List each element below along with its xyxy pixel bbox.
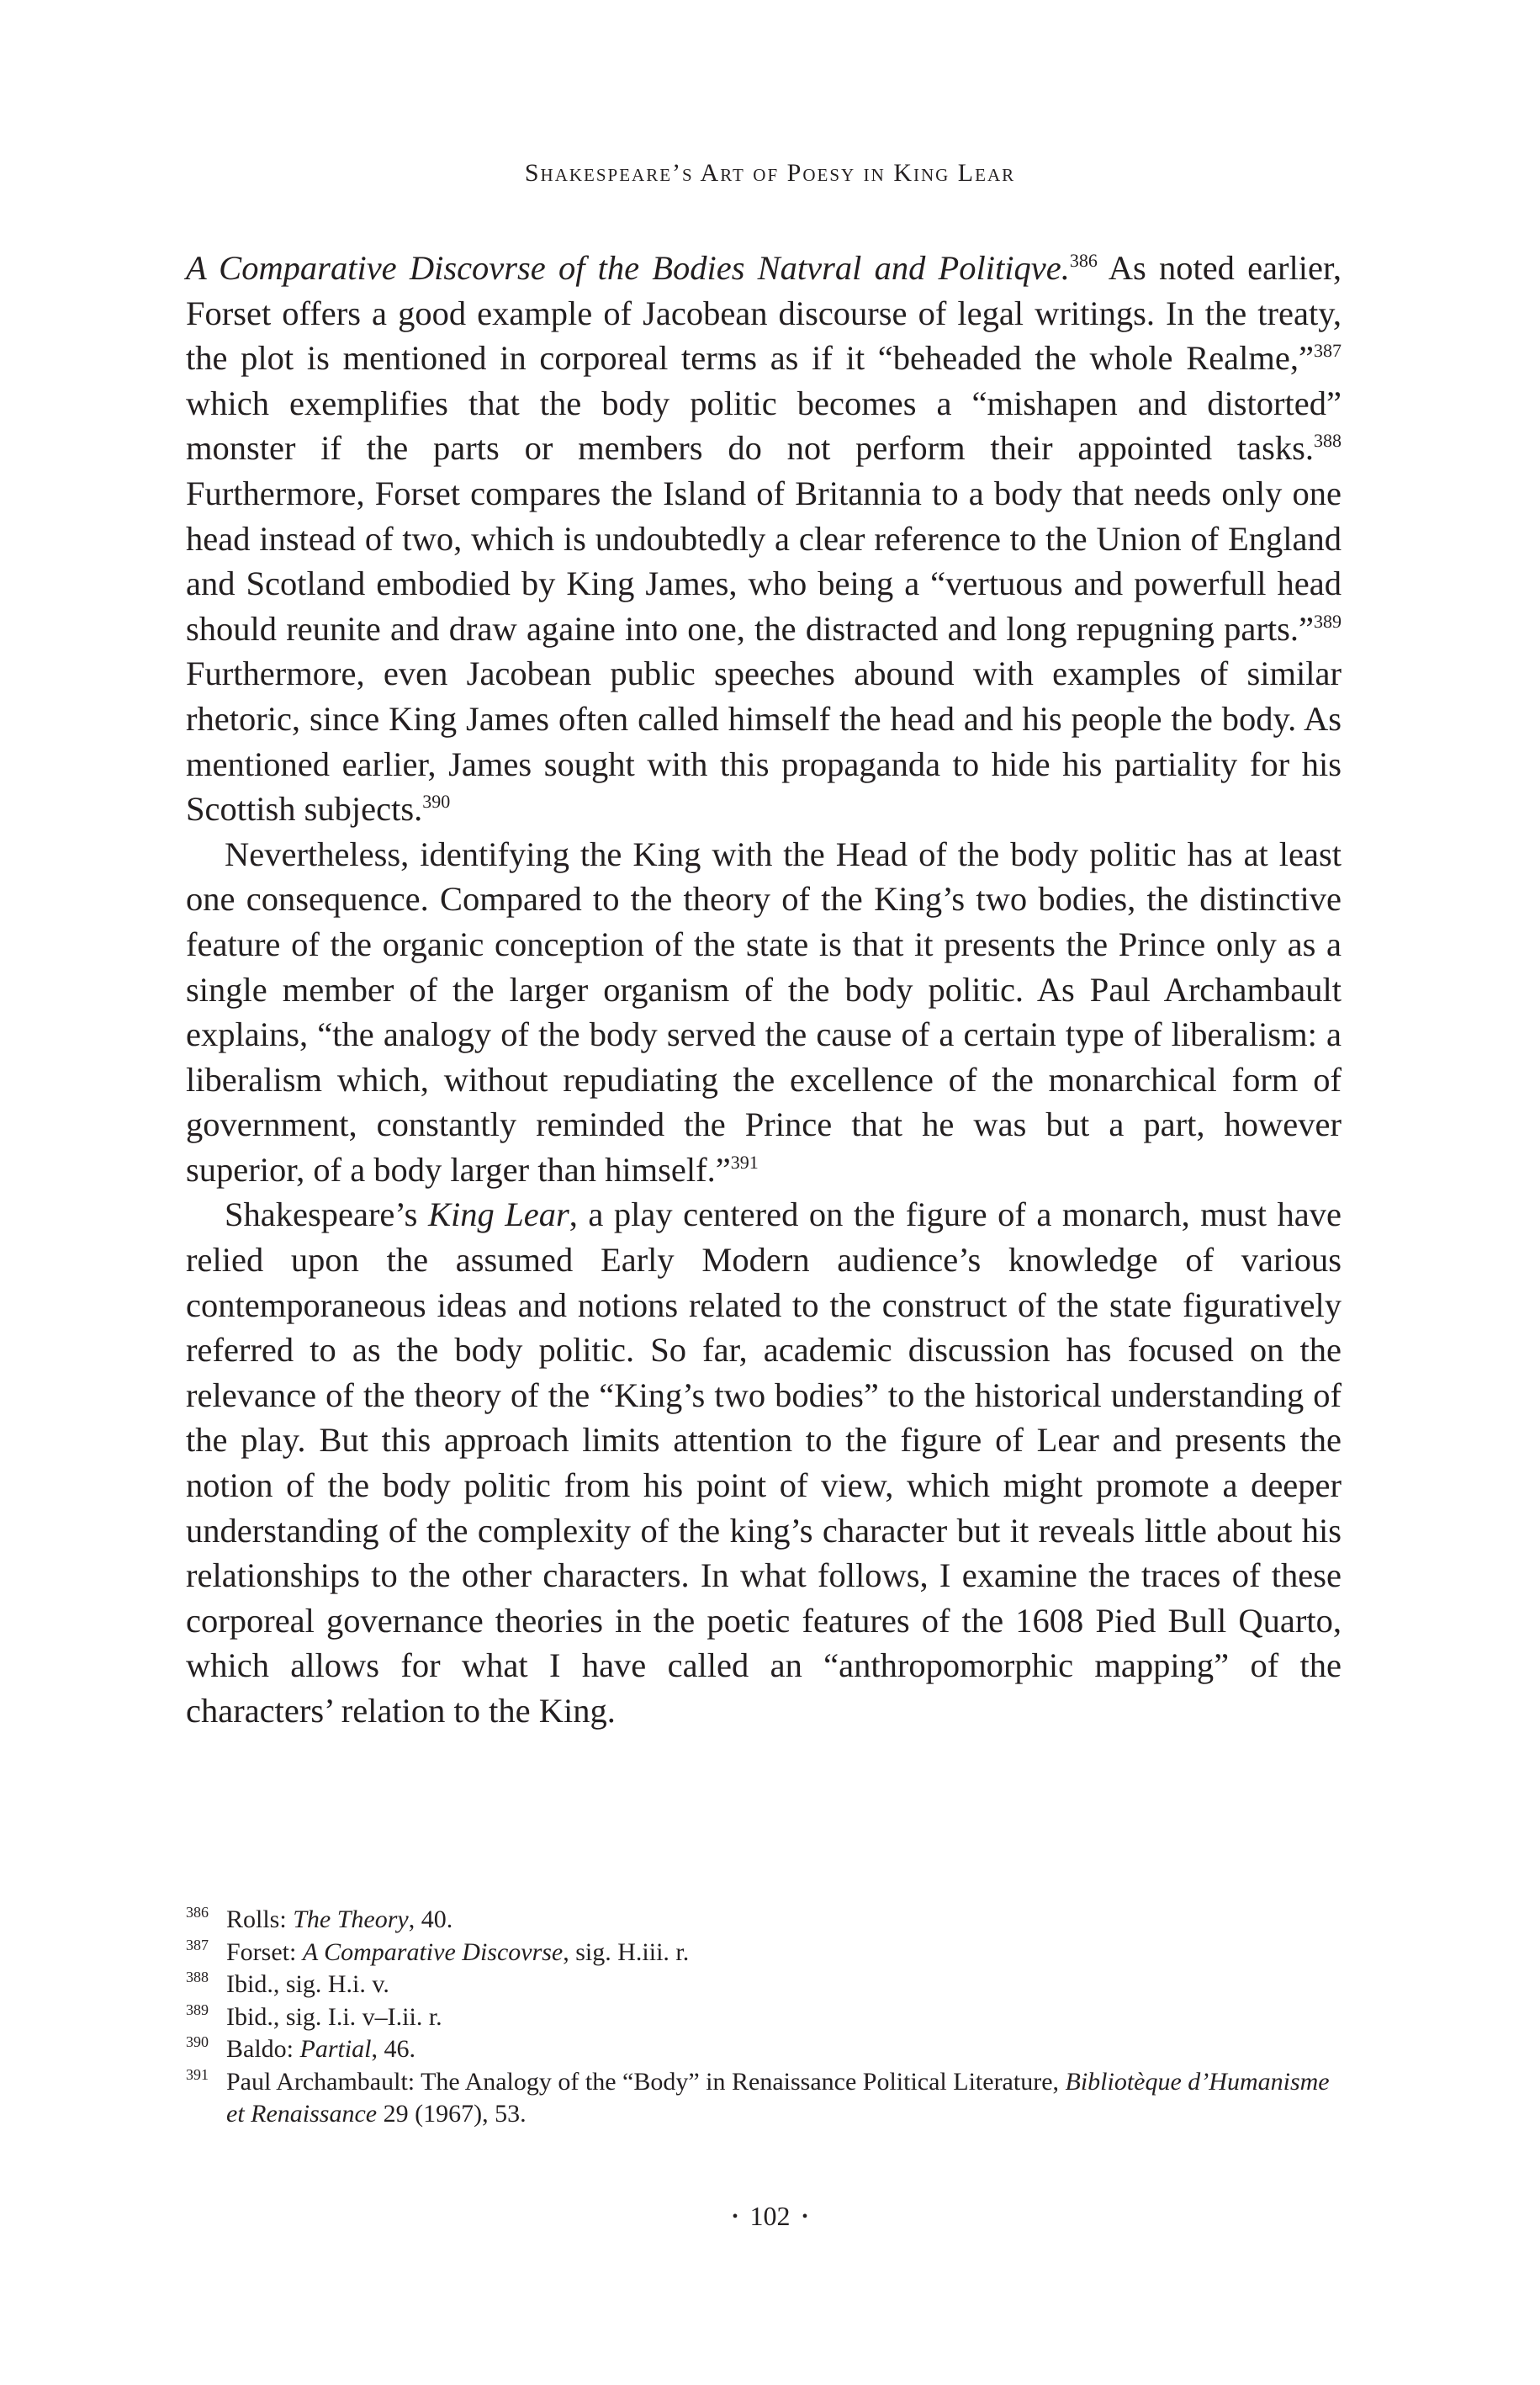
paragraph bbox=[186, 246, 1342, 832]
footnote bbox=[186, 2001, 1342, 2034]
footnote bbox=[186, 1904, 1342, 1937]
footnote-number: 391 bbox=[186, 2065, 209, 2083]
footnote-ref: 390 bbox=[422, 791, 451, 813]
folio-bullet-left: • bbox=[732, 2207, 738, 2226]
footnote-ref: 386 bbox=[1069, 250, 1098, 271]
footnote-ref: 387 bbox=[1314, 340, 1342, 362]
footnote-number: 390 bbox=[186, 2033, 209, 2050]
italic-text: A Comparative Discovrse bbox=[302, 1937, 564, 1966]
text-run: Ibid., sig. I.i. v–I.ii. r. bbox=[226, 2002, 442, 2031]
text-run: Furthermore, even Jacobean public speeches abound with examples of similar rhetoric, since King James often called himself the head and his people the body. As mentioned earlier, James sought with this propaganda to hide his partiality for his Scottish subjects. bbox=[186, 655, 1342, 829]
text-run: , 40. bbox=[408, 1905, 453, 1933]
text-run: Forset: bbox=[226, 1937, 303, 1966]
paragraph bbox=[186, 832, 1342, 1193]
footnote-ref: 389 bbox=[1314, 610, 1342, 632]
text-run: , sig. H.iii. r. bbox=[563, 1937, 690, 1966]
text-run: , a play centered on the figure of a monarch, must have relied upon the assumed Early Modern audience’s knowledge of various contemporaneous ideas and notions related to the construct of the state figuratively referred to as the body politic. So far, academic discussion has focused on the relevance of the theory of the “King’s two bodies” to the historical understanding of the play. But this approach limits attention to the figure of Lear and presents the notion of the body politic from his point of view, which might promote a deeper understanding of the complexity of the king’s character but it reveals little about his relationships to the other characters. In what follows, I examine the traces of these corporeal governance theories in the poetic features of the 1608 Pied Bull Quarto, which allows for what I have called an “anthropomorphic mapping” of the characters’ relation to the King. bbox=[186, 1195, 1342, 1730]
text-run: , 46. bbox=[371, 2035, 416, 2063]
text-run: which exemplifies that the body politic becomes a “mishapen and distorted” monster if the parts or members do not perform their appointed tasks. bbox=[186, 384, 1342, 468]
italic-text: A Comparative Discovrse of the Bodies Natvral and Politiqve. bbox=[186, 249, 1070, 287]
text-run: Shakespeare’s bbox=[225, 1195, 428, 1234]
italic-text: Bibliotèque d’Humanisme et Renaissance bbox=[226, 2067, 1330, 2128]
paragraph bbox=[186, 1192, 1342, 1733]
footnote-ref: 388 bbox=[1314, 430, 1342, 452]
text-run: 29 (1967), 53. bbox=[377, 2100, 527, 2128]
footnote-number: 387 bbox=[186, 1936, 209, 1953]
italic-text: The Theory bbox=[293, 1905, 409, 1933]
body-text bbox=[186, 246, 1342, 1734]
footnote-number: 386 bbox=[186, 1904, 209, 1921]
footnote bbox=[186, 1969, 1342, 2001]
italic-text: King Lear bbox=[427, 1195, 569, 1234]
text-run: As noted earlier, Forset offers a good example of Jacobean discourse of legal writings. In the treaty, the plot is mentioned in corporeal terms as if it “beheaded the whole Realme,” bbox=[186, 249, 1342, 378]
text-run: Rolls: bbox=[226, 1905, 294, 1933]
footnote-number: 389 bbox=[186, 2001, 209, 2018]
text-run: Baldo: bbox=[226, 2035, 300, 2063]
footnote bbox=[186, 2033, 1342, 2066]
footnote-ref: 391 bbox=[730, 1151, 759, 1173]
text-run: Ibid., sig. H.i. v. bbox=[226, 1970, 389, 1998]
footnote bbox=[186, 2066, 1342, 2131]
text-run: Furthermore, Forset compares the Island of Britannia to a body that needs only one head instead of two, which is undoubtedly a clear reference to the Union of England and Scotland embodied by King James, who being a “vertuous and powerfull head should reunite and draw againe into one, the distracted and long repugning parts.” bbox=[186, 474, 1342, 648]
page-number: 102 bbox=[749, 2201, 791, 2231]
folio-bullet-right: • bbox=[802, 2207, 808, 2226]
footnote bbox=[186, 1937, 1342, 1969]
text-run: Paul Archambault: The Analogy of the “Body” in Renaissance Political Literature, bbox=[226, 2067, 1066, 2096]
page-folio bbox=[0, 2199, 1540, 2237]
footnote-number: 388 bbox=[186, 1969, 209, 1985]
text-run: Nevertheless, identifying the King with the Head of the body politic has at least one consequence. Compared to the theory of the King’s two bodies, the distinctive feature of the organic conception of the state is that it presents the Prince only as a single member of the larger organism of the body politic. As Paul Archambault explains, “the analogy of the body served the cause of a certain type of liberalism: a liberalism which, without repudiating the excellence of the monarchical form of government, constantly reminded the Prince that he was but a part, however superior, of a body larger than himself.” bbox=[186, 835, 1342, 1189]
running-head: Shakespeare’s Art of Poesy in King Lear bbox=[524, 159, 1016, 187]
footnotes bbox=[186, 1904, 1342, 2131]
italic-text: Partial bbox=[299, 2035, 372, 2063]
